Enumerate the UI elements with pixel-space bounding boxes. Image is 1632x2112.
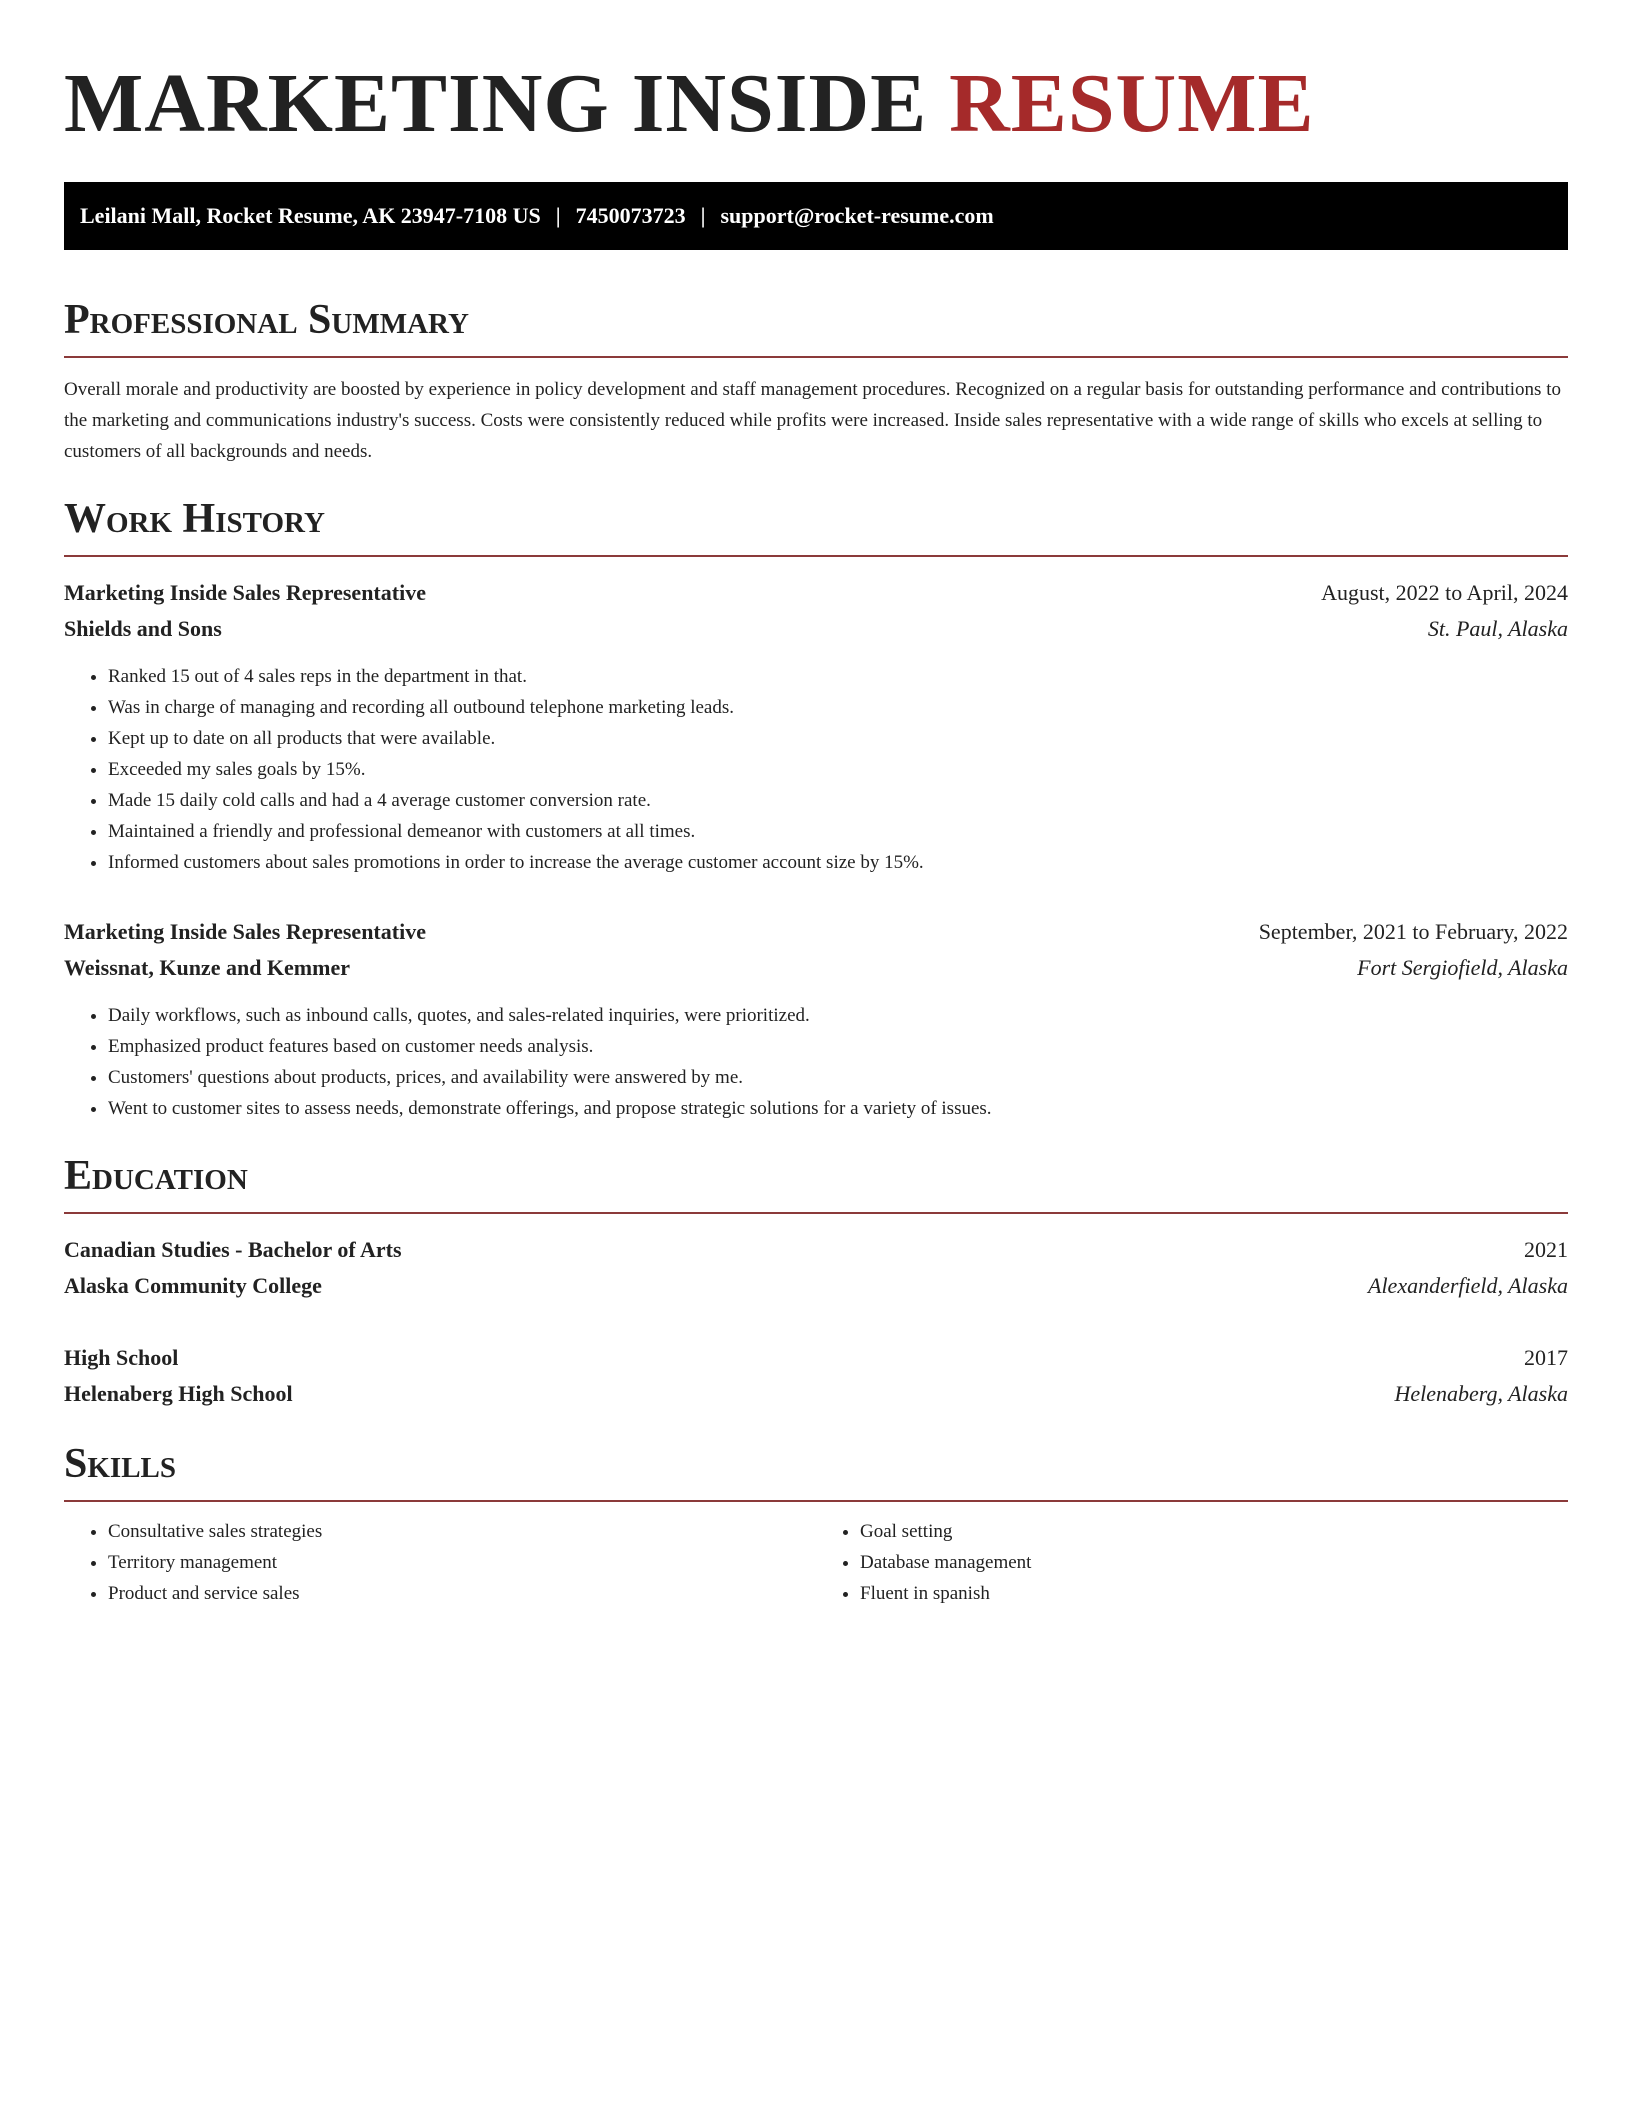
education-school: Helenaberg High School [64, 1381, 293, 1406]
section-divider [64, 356, 1568, 358]
job-dates: September, 2021 to February, 2022 [1258, 919, 1568, 944]
education-year: 2021 [1524, 1237, 1568, 1262]
skill-item: • Consultative sales strategies [108, 1516, 816, 1547]
section-divider [64, 555, 1568, 557]
job-title: Marketing Inside Sales Representative [64, 580, 426, 605]
job-entry [64, 575, 1568, 878]
education-year: 2017 [1524, 1345, 1568, 1370]
skill-item: • Territory management [108, 1547, 816, 1578]
education-location: Alexanderfield, Alaska [1368, 1273, 1568, 1298]
job-company: Weissnat, Kunze and Kemmer [64, 955, 350, 980]
skill-item: • Product and service sales [108, 1578, 816, 1609]
job-title: Marketing Inside Sales Representative [64, 919, 426, 944]
education-school: Alaska Community College [64, 1273, 322, 1298]
skill-item: • Fluent in spanish [860, 1578, 1568, 1609]
section-title-education: Education [64, 1153, 248, 1199]
contact-address: Leilani Mall, Rocket Resume, AK 23947-7108 US [80, 203, 541, 228]
section-divider [64, 1500, 1568, 1502]
job-bullets [64, 1000, 1568, 1124]
skill-item: • Goal setting [860, 1516, 1568, 1547]
education-degree: Canadian Studies - Bachelor of Arts [64, 1237, 402, 1262]
name-last: RESUME [949, 57, 1315, 150]
job-bullet: • Daily workflows, such as inbound calls, quotes, and sales-related inquiries, were prioritized. [108, 1000, 1568, 1031]
section-title-summary: Professional Summary [64, 297, 469, 343]
job-bullet: • Made 15 daily cold calls and had a 4 average customer conversion rate. [108, 785, 1568, 816]
job-bullet: • Emphasized product features based on customer needs analysis. [108, 1031, 1568, 1062]
job-bullets [64, 661, 1568, 878]
section-divider [64, 1212, 1568, 1214]
job-bullet: • Maintained a friendly and professional demeanor with customers at all times. [108, 816, 1568, 847]
job-bullet: • Was in charge of managing and recording all outbound telephone marketing leads. [108, 692, 1568, 723]
contact-bar [64, 182, 1568, 250]
job-bullet: • Customers' questions about products, prices, and availability were answered by me. [108, 1062, 1568, 1093]
skills-column [816, 1516, 1568, 1609]
contact-separator: | [555, 203, 561, 228]
job-bullet: • Informed customers about sales promotions in order to increase the average customer account size by 15%. [108, 847, 1568, 878]
job-bullet: • Went to customer sites to assess needs, demonstrate offerings, and propose strategic solutions for a variety of issues. [108, 1093, 1568, 1124]
education-entry [64, 1232, 1568, 1304]
section-title-skills: Skills [64, 1441, 177, 1487]
skills-grid [64, 1516, 1568, 1609]
contact-phone: 7450073723 [575, 203, 686, 228]
resume-name [64, 0, 1568, 154]
contact-separator: | [700, 203, 706, 228]
job-location: St. Paul, Alaska [1427, 616, 1568, 641]
education-location: Helenaberg, Alaska [1394, 1381, 1568, 1406]
education-degree: High School [64, 1345, 179, 1370]
education-entry [64, 1340, 1568, 1412]
job-location: Fort Sergiofield, Alaska [1357, 955, 1568, 980]
job-entry [64, 914, 1568, 1124]
summary-text: Overall morale and productivity are boosted by experience in policy development and staff management procedures. Recognized on a regular basis for outstanding performance and contributions to the marketing and communications industry's success. Costs were consistently reduced while profits were increased. Inside sales representative with a wide range of skills who excels at selling to customers of all backgrounds and needs. [64, 379, 1561, 462]
skills-column [64, 1516, 816, 1609]
job-dates: August, 2022 to April, 2024 [1321, 580, 1568, 605]
job-company: Shields and Sons [64, 616, 222, 641]
skill-item: • Database management [860, 1547, 1568, 1578]
section-title-work-history: Work History [64, 496, 325, 542]
job-bullet: • Ranked 15 out of 4 sales reps in the department in that. [108, 661, 1568, 692]
job-bullet: • Kept up to date on all products that were available. [108, 723, 1568, 754]
job-bullet: • Exceeded my sales goals by 15%. [108, 754, 1568, 785]
name-first: MARKETING INSIDE [64, 57, 928, 150]
contact-email: support@rocket-resume.com [720, 203, 994, 228]
